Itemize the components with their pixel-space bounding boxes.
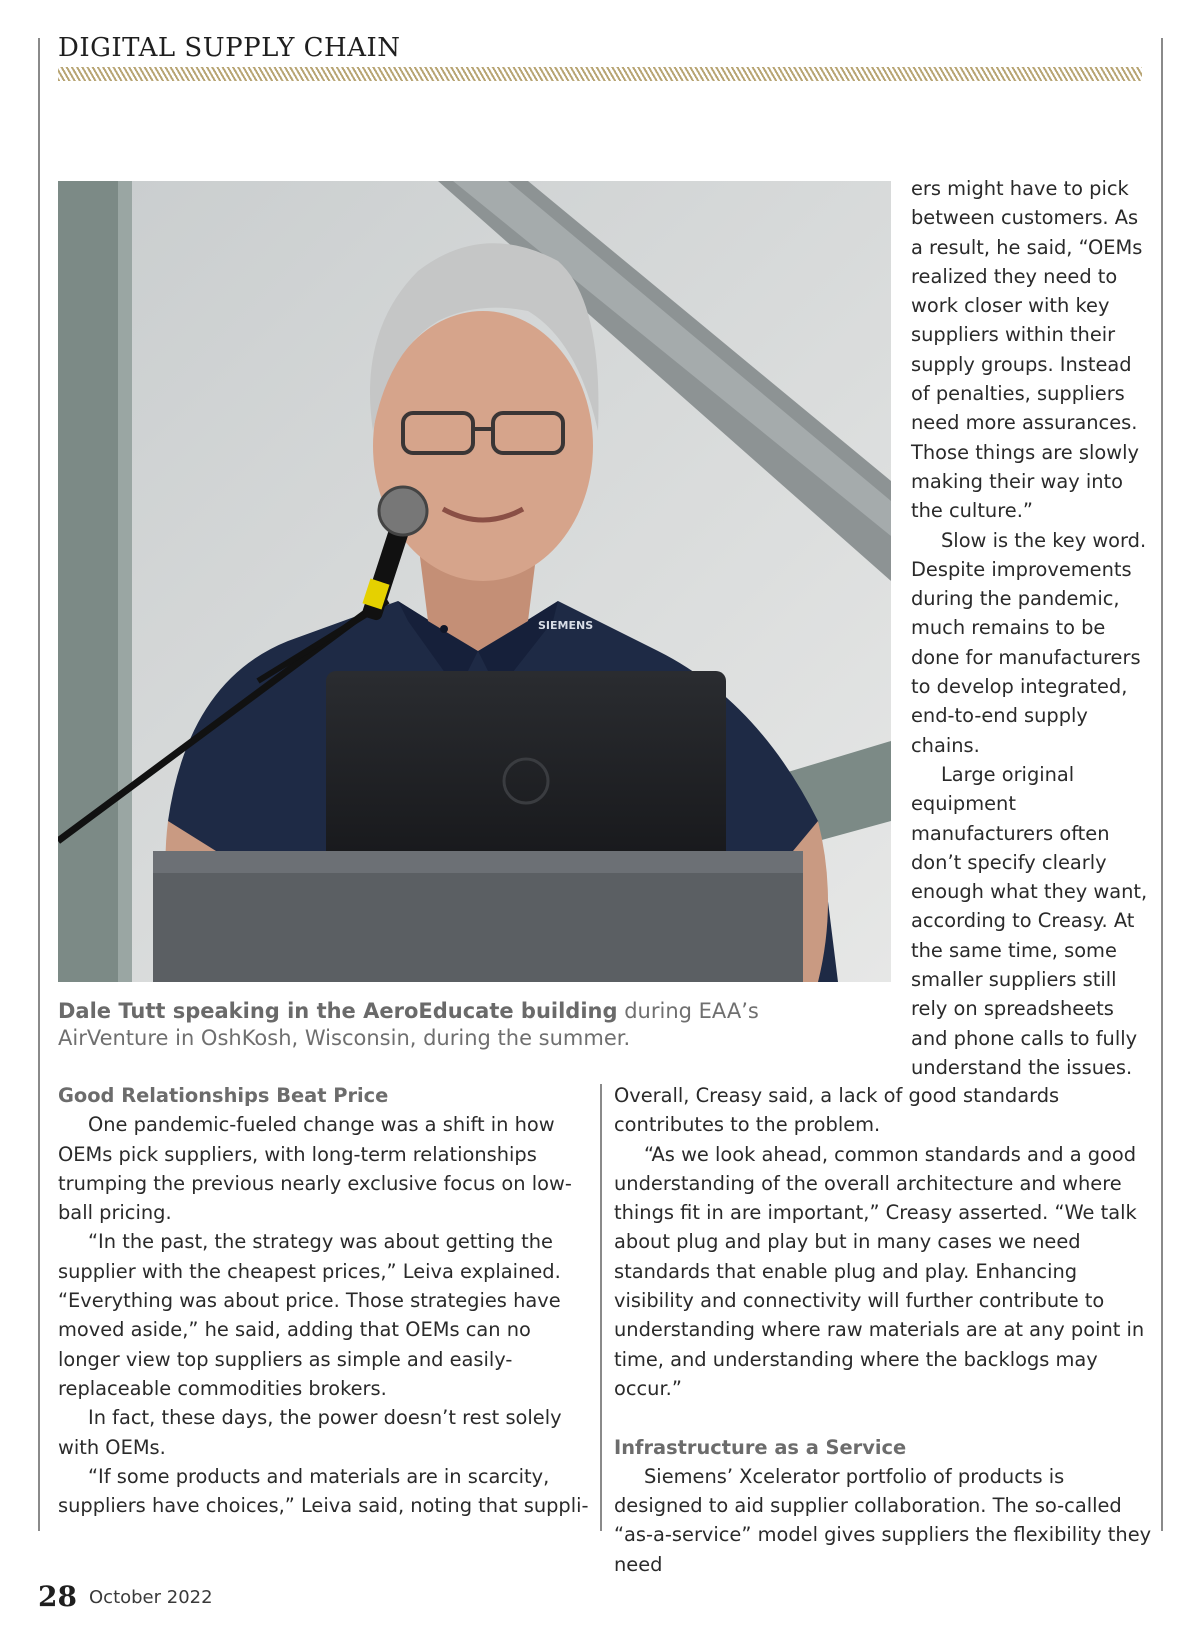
right-paragraph-3: Siemens’ Xcelerator portfolio of products is designed to aid supplier collaboration. The so-called “as-a-service” model gives suppliers the flexibility they need xyxy=(614,1464,1152,1576)
left-text-column xyxy=(58,1081,598,1520)
subhead-good-relationships: Good Relationships Beat Price xyxy=(58,1084,389,1107)
narrow-paragraph-3: Large original equipment manufacturers often don’t specify clearly enough what they want, according to Creasy. At the same time, some smaller suppliers still rely on spreadsheets and phone calls to fully understand the issues. xyxy=(911,762,1148,1079)
header-hatch-bar xyxy=(58,67,1142,81)
left-paragraph-4: “If some products and materials are in scarcity, suppliers have choices,” Leiva said, noting that suppli- xyxy=(58,1464,589,1518)
issue-date: October 2022 xyxy=(89,1587,213,1608)
right-paragraph-1: Overall, Creasy said, a lack of good standards contributes to the problem. xyxy=(614,1084,1060,1137)
caption-rest: during EAA’s AirVenture in OshKosh, Wisconsin, during the summer. xyxy=(58,999,759,1050)
right-text-column xyxy=(614,1081,1154,1579)
speaker-photo xyxy=(58,181,891,982)
subhead-infrastructure: Infrastructure as a Service xyxy=(614,1435,907,1459)
page-rule-left xyxy=(38,38,40,1531)
left-paragraph-3: In fact, these days, the power doesn’t rest solely with OEMs. xyxy=(58,1406,562,1459)
page-rule-right xyxy=(1161,38,1163,1531)
left-paragraph-2: “In the past, the strategy was about getting the supplier with the cheapest prices,” Leiva explained. “Everything was about price. Those strategies have moved aside,” he said, adding that OEMs can no longer view top suppliers as simple and easily-replaceable commodities brokers. xyxy=(58,1230,561,1400)
page-number: 28 xyxy=(38,1580,77,1613)
laptop xyxy=(326,671,726,871)
shirt-logo: SIEMENS xyxy=(538,619,594,632)
section-title: DIGITAL SUPPLY CHAIN xyxy=(58,33,401,63)
paragraph-spacer xyxy=(614,1403,1154,1432)
right-paragraph-2: “As we look ahead, common standards and a good understanding of the overall architecture and where things fit in are important,” Creasy asserted. “We talk about plug and play but in many cases we need standards that enable plug and play. Enhancing visibility and connectivity will further contribute to understanding where raw materials are at any point in time, and understanding where the backlogs may occur.” xyxy=(614,1142,1145,1400)
column-divider xyxy=(600,1084,602,1531)
left-paragraph-1: One pandemic-fueled change was a shift in how OEMs pick suppliers, with long-term relationships trumping the previous nearly exclusive focus on low-ball pricing. xyxy=(58,1113,572,1225)
caption-bold: Dale Tutt speaking in the AeroEducate building xyxy=(58,999,618,1023)
narrow-paragraph-1: ers might have to pick between customers. As a result, he said, “OEMs realized they need to work closer with key suppliers within their supply groups. Instead of penalties, suppliers need more assurances. Those things are slowly making their way into the culture.” xyxy=(911,177,1143,523)
narrow-text-column xyxy=(911,174,1151,1082)
photo-caption xyxy=(58,998,858,1052)
narrow-paragraph-2: Slow is the key word. Despite improvements during the pandemic, much remains to be done for manufacturers to develop integrated, end-to-end supply chains. xyxy=(911,528,1147,757)
green-wall-panel xyxy=(58,181,128,982)
